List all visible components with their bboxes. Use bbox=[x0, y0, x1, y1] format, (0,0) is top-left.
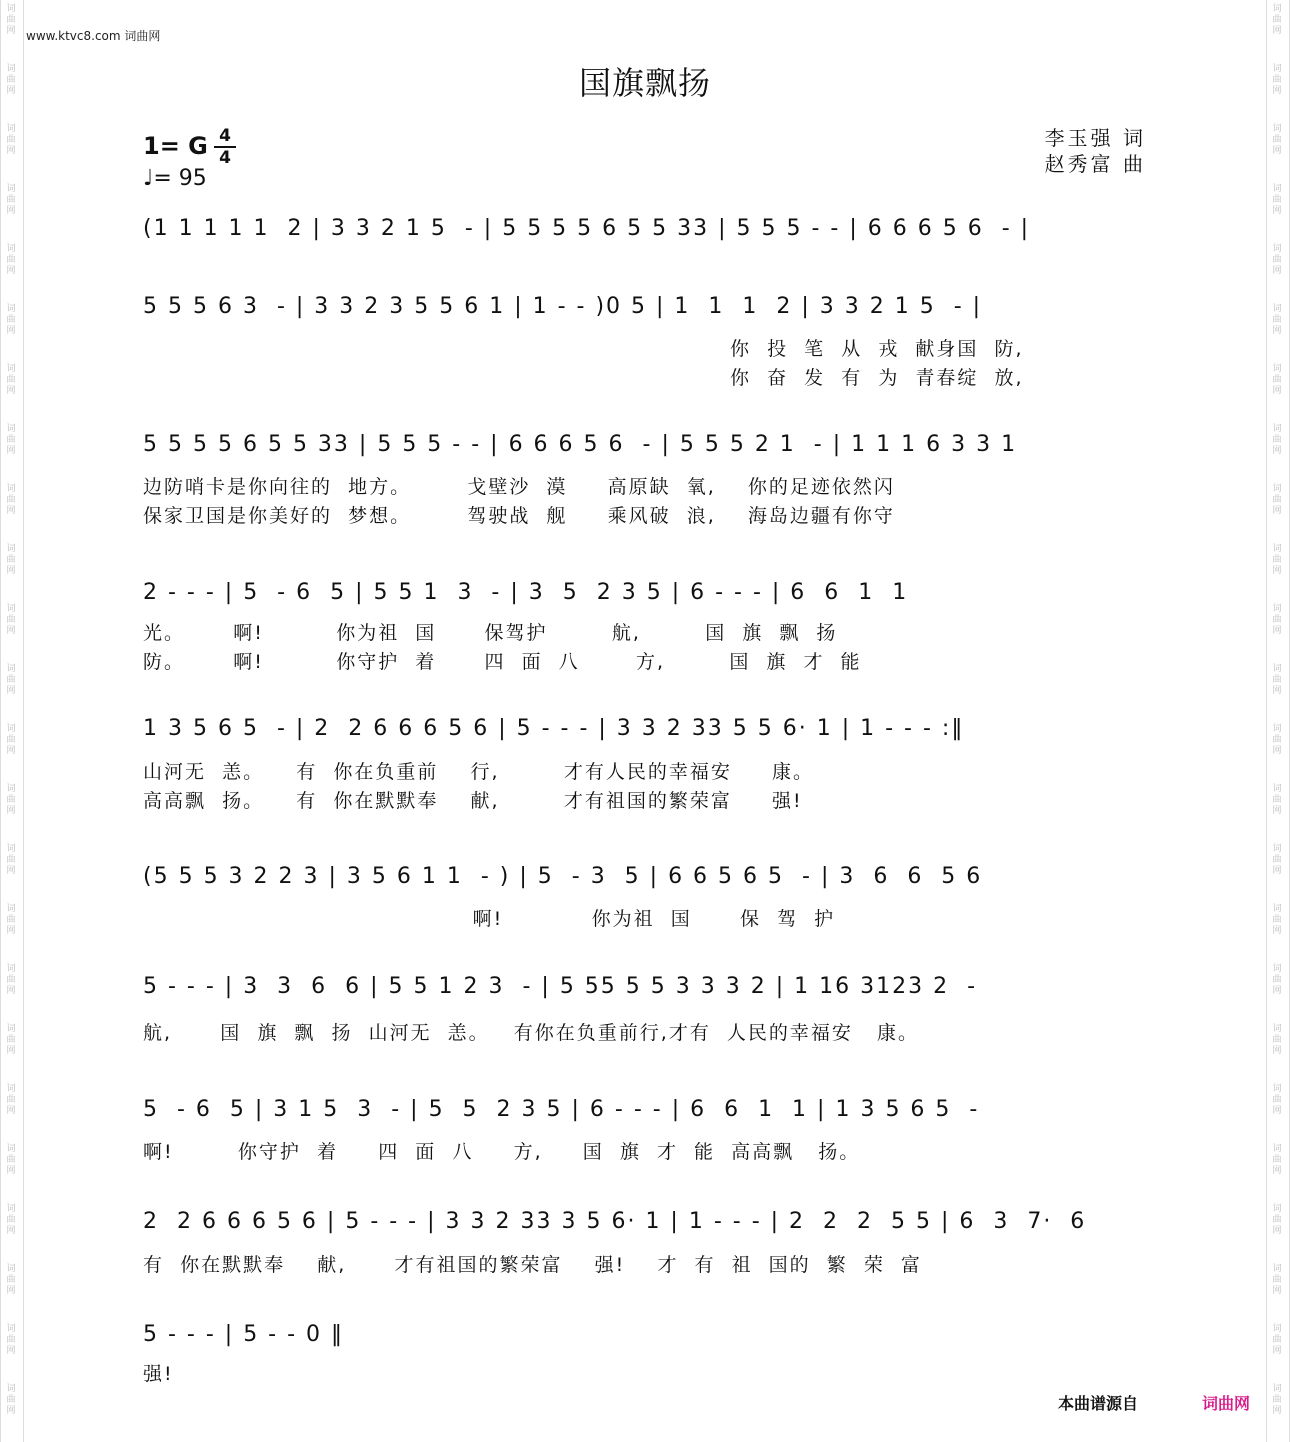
watermark-text: 词曲网 bbox=[1272, 124, 1282, 156]
watermark-text: 词曲网 bbox=[1272, 1084, 1282, 1116]
watermark-text: 词曲网 bbox=[6, 1204, 16, 1236]
watermark-text: 词曲网 bbox=[6, 64, 16, 96]
footer-source-label: 本曲谱源自 bbox=[1057, 1394, 1138, 1413]
tempo-marking: ♩= 95 bbox=[143, 166, 207, 191]
watermark-text: 词曲网 bbox=[6, 424, 16, 456]
source-url[interactable]: www.ktvc8.com 词曲网 bbox=[26, 29, 161, 43]
watermark-text: 词曲网 bbox=[1272, 1264, 1282, 1296]
watermark-text: 词曲网 bbox=[1272, 1324, 1282, 1356]
footer-brand-link[interactable]: 词曲网 bbox=[1201, 1394, 1250, 1413]
watermark-text: 词曲网 bbox=[6, 1384, 16, 1416]
watermark-text: 词曲网 bbox=[6, 904, 16, 936]
watermark-text: 词曲网 bbox=[1272, 304, 1282, 336]
watermark-text: 词曲网 bbox=[1272, 1144, 1282, 1176]
key-signature: 1= G bbox=[143, 132, 208, 160]
watermark-text: 词曲网 bbox=[1272, 364, 1282, 396]
watermark-text: 词曲网 bbox=[6, 1024, 16, 1056]
watermark-text: 词曲网 bbox=[1272, 784, 1282, 816]
watermark-text: 词曲网 bbox=[1272, 1204, 1282, 1236]
watermark-text: 词曲网 bbox=[1272, 664, 1282, 696]
watermark-text: 词曲网 bbox=[1272, 544, 1282, 576]
time-signature bbox=[214, 127, 236, 167]
watermark-text: 词曲网 bbox=[6, 1324, 16, 1356]
composer-credit: 赵秀富 曲 bbox=[1044, 152, 1146, 176]
watermark-text: 词曲网 bbox=[6, 604, 16, 636]
watermark-text: 词曲网 bbox=[6, 304, 16, 336]
lyric-line: 啊! 你守护 着 四 面 八 方, 国 旗 才 能 高高飘 扬。 bbox=[143, 1141, 861, 1163]
notation-line: (5 5 5 3 2 2 3 | 3 5 6 1 1 - ) | 5 - 3 5 | 6 6 5 6 5 - | 3 6 6 5 6 bbox=[143, 864, 983, 889]
lyric-line: 你 投 笔 从 戎 献身国 防, bbox=[730, 338, 1024, 360]
lyric-line: 高高飘 扬。 有 你在默默奉 献, 才有祖国的繁荣富 强! bbox=[143, 790, 803, 812]
lyric-line: 光。 啊! 你为祖 国 保驾护 航, 国 旗 飘 扬 bbox=[143, 622, 838, 644]
lyric-line: 你 奋 发 有 为 青春绽 放, bbox=[730, 367, 1024, 389]
lyric-line: 保家卫国是你美好的 梦想。 驾驶战 舰 乘风破 浪, 海岛边疆有你守 bbox=[143, 505, 895, 527]
watermark-text: 词曲网 bbox=[6, 964, 16, 996]
watermark-text: 词曲网 bbox=[6, 244, 16, 276]
watermark-text: 词曲网 bbox=[6, 4, 16, 36]
right-watermark-strip bbox=[1266, 0, 1290, 1442]
left-watermark-strip bbox=[0, 0, 24, 1442]
lyric-line: 山河无 恙。 有 你在负重前 行, 才有人民的幸福安 康。 bbox=[143, 761, 815, 783]
watermark-text: 词曲网 bbox=[6, 544, 16, 576]
watermark-text: 词曲网 bbox=[1272, 4, 1282, 36]
notation-line: 5 5 5 6 3 - | 3 3 2 3 5 5 6 1 | 1 - - )0 5 | 1 1 1 2 | 3 3 2 1 5 - | bbox=[143, 294, 983, 319]
song-title: 国旗飘扬 bbox=[578, 64, 711, 102]
watermark-text: 词曲网 bbox=[1272, 964, 1282, 996]
notation-line: 5 - - - | 5 - - 0 ‖ bbox=[143, 1322, 345, 1347]
watermark-text: 词曲网 bbox=[6, 844, 16, 876]
notation-line: 2 - - - | 5 - 6 5 | 5 5 1 3 - | 3 5 2 3 5 | 6 - - - | 6 6 1 1 bbox=[143, 580, 909, 605]
watermark-text: 词曲网 bbox=[1272, 724, 1282, 756]
watermark-text: 词曲网 bbox=[6, 484, 16, 516]
time-signature-top: 4 bbox=[219, 126, 231, 146]
lyric-line: 边防哨卡是你向往的 地方。 戈壁沙 漠 高原缺 氧, 你的足迹依然闪 bbox=[143, 476, 895, 498]
watermark-text: 词曲网 bbox=[1272, 904, 1282, 936]
watermark-text: 词曲网 bbox=[6, 364, 16, 396]
time-signature-bottom: 4 bbox=[219, 148, 231, 168]
lyric-line: 防。 啊! 你守护 着 四 面 八 方, 国 旗 才 能 bbox=[143, 651, 862, 673]
watermark-text: 词曲网 bbox=[1272, 64, 1282, 96]
lyric-line: 航, 国 旗 飘 扬 山河无 恙。 有你在负重前行,才有 人民的幸福安 康。 bbox=[143, 1022, 920, 1044]
watermark-text: 词曲网 bbox=[6, 724, 16, 756]
watermark-text: 词曲网 bbox=[6, 784, 16, 816]
notation-line: 1 3 5 6 5 - | 2 2 6 6 6 5 6 | 5 - - - | 3 3 2 33 5 5 6· 1 | 1 - - - :‖ bbox=[143, 716, 965, 741]
notation-line: 5 5 5 5 6 5 5 33 | 5 5 5 - - | 6 6 6 5 6 - | 5 5 5 2 1 - | 1 1 1 6 3 3 1 bbox=[143, 432, 1018, 457]
notation-line: 2 2 6 6 6 5 6 | 5 - - - | 3 3 2 33 3 5 6· 1 | 1 - - - | 2 2 2 5 5 | 6 3 7· 6 bbox=[143, 1209, 1087, 1234]
lyricist-credit: 李玉强 词 bbox=[1044, 126, 1146, 150]
watermark-text: 词曲网 bbox=[6, 664, 16, 696]
watermark-text: 词曲网 bbox=[6, 124, 16, 156]
watermark-text: 词曲网 bbox=[6, 184, 16, 216]
lyric-line: 强! bbox=[143, 1363, 174, 1385]
watermark-text: 词曲网 bbox=[1272, 424, 1282, 456]
watermark-text: 词曲网 bbox=[6, 1144, 16, 1176]
watermark-text: 词曲网 bbox=[1272, 484, 1282, 516]
watermark-text: 词曲网 bbox=[1272, 184, 1282, 216]
watermark-text: 词曲网 bbox=[1272, 244, 1282, 276]
watermark-text: 词曲网 bbox=[1272, 604, 1282, 636]
notation-line: (1 1 1 1 1 2 | 3 3 2 1 5 - | 5 5 5 5 6 5 5 33 | 5 5 5 - - | 6 6 6 5 6 - | bbox=[143, 216, 1031, 241]
notation-line: 5 - 6 5 | 3 1 5 3 - | 5 5 2 3 5 | 6 - - - | 6 6 1 1 | 1 3 5 6 5 - bbox=[143, 1097, 980, 1122]
lyric-line: 有 你在默默奉 献, 才有祖国的繁荣富 强! 才 有 祖 国的 繁 荣 富 bbox=[143, 1254, 922, 1276]
watermark-text: 词曲网 bbox=[6, 1084, 16, 1116]
watermark-text: 词曲网 bbox=[6, 1264, 16, 1296]
notation-line: 5 - - - | 3 3 6 6 | 5 5 1 2 3 - | 5 55 5 5 3 3 3 2 | 1 16 3123 2 - bbox=[143, 974, 978, 999]
watermark-text: 词曲网 bbox=[1272, 844, 1282, 876]
lyric-line: 啊! 你为祖 国 保 驾 护 bbox=[143, 908, 836, 930]
watermark-text: 词曲网 bbox=[1272, 1024, 1282, 1056]
watermark-text: 词曲网 bbox=[1272, 1384, 1282, 1416]
